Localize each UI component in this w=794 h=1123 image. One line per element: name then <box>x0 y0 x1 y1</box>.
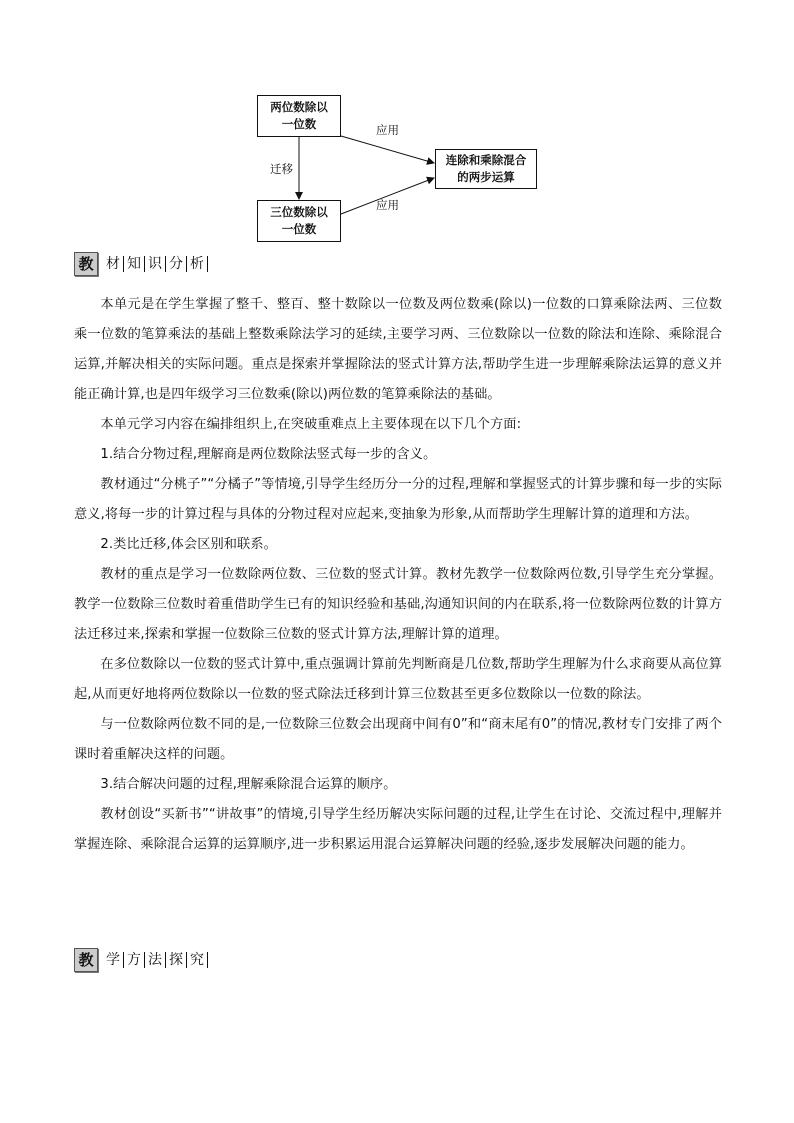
box-a-line1: 两位数除以 <box>270 100 328 114</box>
section-title-char: 法 <box>145 952 166 968</box>
paragraph: 教材的重点是学习一位数除两位数、三位数的竖式计算。教材先教学一位数除两位数,引导学生充分掌握。教学一位数除三位数时着重借助学生已有的知识经验和基础,沟通知识间的内在联系,将一位数除两位数的计算方法迁移过来,探索和掌握一位数除三位数的竖式计算方法,理解计算的道理。 <box>74 567 722 642</box>
arrow-apply-top <box>341 136 434 163</box>
section-title-char: 方 <box>124 952 145 968</box>
section-badge: 教 <box>74 948 98 972</box>
section-title-char: 识 <box>145 256 166 272</box>
section-title-char: 材 <box>103 256 124 272</box>
section-title-char: 学 <box>103 952 124 968</box>
paragraph: 教材创设“买新书”“讲故事”的情境,引导学生经历解决实际问题的过程,让学生在讨论、交流过程中,理解并掌握连除、乘除混合运算的运算顺序,进一步积累运用混合运算解决问题的经验,逐步发展解决问题的能力。 <box>74 807 722 852</box>
paragraph: 本单元是在学生掌握了整千、整百、整十数除以一位数及两位数乘(除以)一位数的口算乘除法两、三位数乘一位数的笔算乘法的基础上整数乘除法学习的延续,主要学习两、三位数除以一位数的除法和连除、乘除混合运算,并解决相关的实际问题。重点是探索并掌握除法的竖式计算方法,帮助学生进一步理解乘除法运算的意义并能正确计算,也是四年级学习三位数乘(除以)两位数的笔算乘除法的基础。 <box>74 297 722 402</box>
subheading: 3.结合解决问题的过程,理解乘除混合运算的顺序。 <box>100 777 397 792</box>
box-b-line1: 三位数除以 <box>270 205 328 219</box>
box-c-line2: 的两步运算 <box>457 170 515 184</box>
section-title-char: 探 <box>166 952 187 968</box>
paragraph: 本单元学习内容在编排组织上,在突破重难点上主要体现在以下几个方面: <box>100 417 522 432</box>
paragraph: 教材通过“分桃子”“分橘子”等情境,引导学生经历分一分的过程,理解和掌握竖式的计算步骤和每一步的实际意义,将每一步的计算过程与具体的分物过程对应起来,变抽象为形象,从而帮助学生理解计算的道理和方法。 <box>74 477 722 522</box>
section-title-char: 分 <box>166 256 187 272</box>
paragraph: 与一位数除两位数不同的是,一位数除三位数会出现商中间有0”和“商末尾有0”的情况,教材专门安排了两个课时着重解决这样的问题。 <box>74 717 722 762</box>
section-title-char: 析 <box>187 256 208 272</box>
concept-diagram <box>0 0 794 250</box>
box-a-line2: 一位数 <box>281 117 317 131</box>
box-b-line2: 一位数 <box>281 222 317 236</box>
analysis-body <box>74 290 722 860</box>
section-title-char: 知 <box>124 256 145 272</box>
box-three-digit-division <box>257 200 341 242</box>
section-header-textbook-analysis <box>74 252 208 276</box>
label-apply-bottom: 应用 <box>376 198 399 212</box>
section-header-teaching-methods <box>74 948 208 972</box>
label-apply-top: 应用 <box>376 123 399 137</box>
paragraph: 在多位数除以一位数的竖式计算中,重点强调计算前先判断商是几位数,帮助学生理解为什么求商要从高位算起,从而更好地将两位数除以一位数的竖式除法迁移到计算三位数甚至更多位数除以一位数的除法。 <box>74 657 722 702</box>
box-mixed-operations <box>435 149 537 189</box>
section-title-char: 究 <box>187 952 208 968</box>
box-two-digit-division <box>257 95 341 137</box>
subheading: 2.类比迁移,体会区别和联系。 <box>100 537 277 552</box>
section-badge: 教 <box>74 252 98 276</box>
box-c-line1: 连除和乘除混合 <box>445 153 527 167</box>
subheading: 1.结合分物过程,理解商是两位数除法竖式每一步的含义。 <box>100 447 437 462</box>
label-migrate: 迁移 <box>270 162 293 176</box>
